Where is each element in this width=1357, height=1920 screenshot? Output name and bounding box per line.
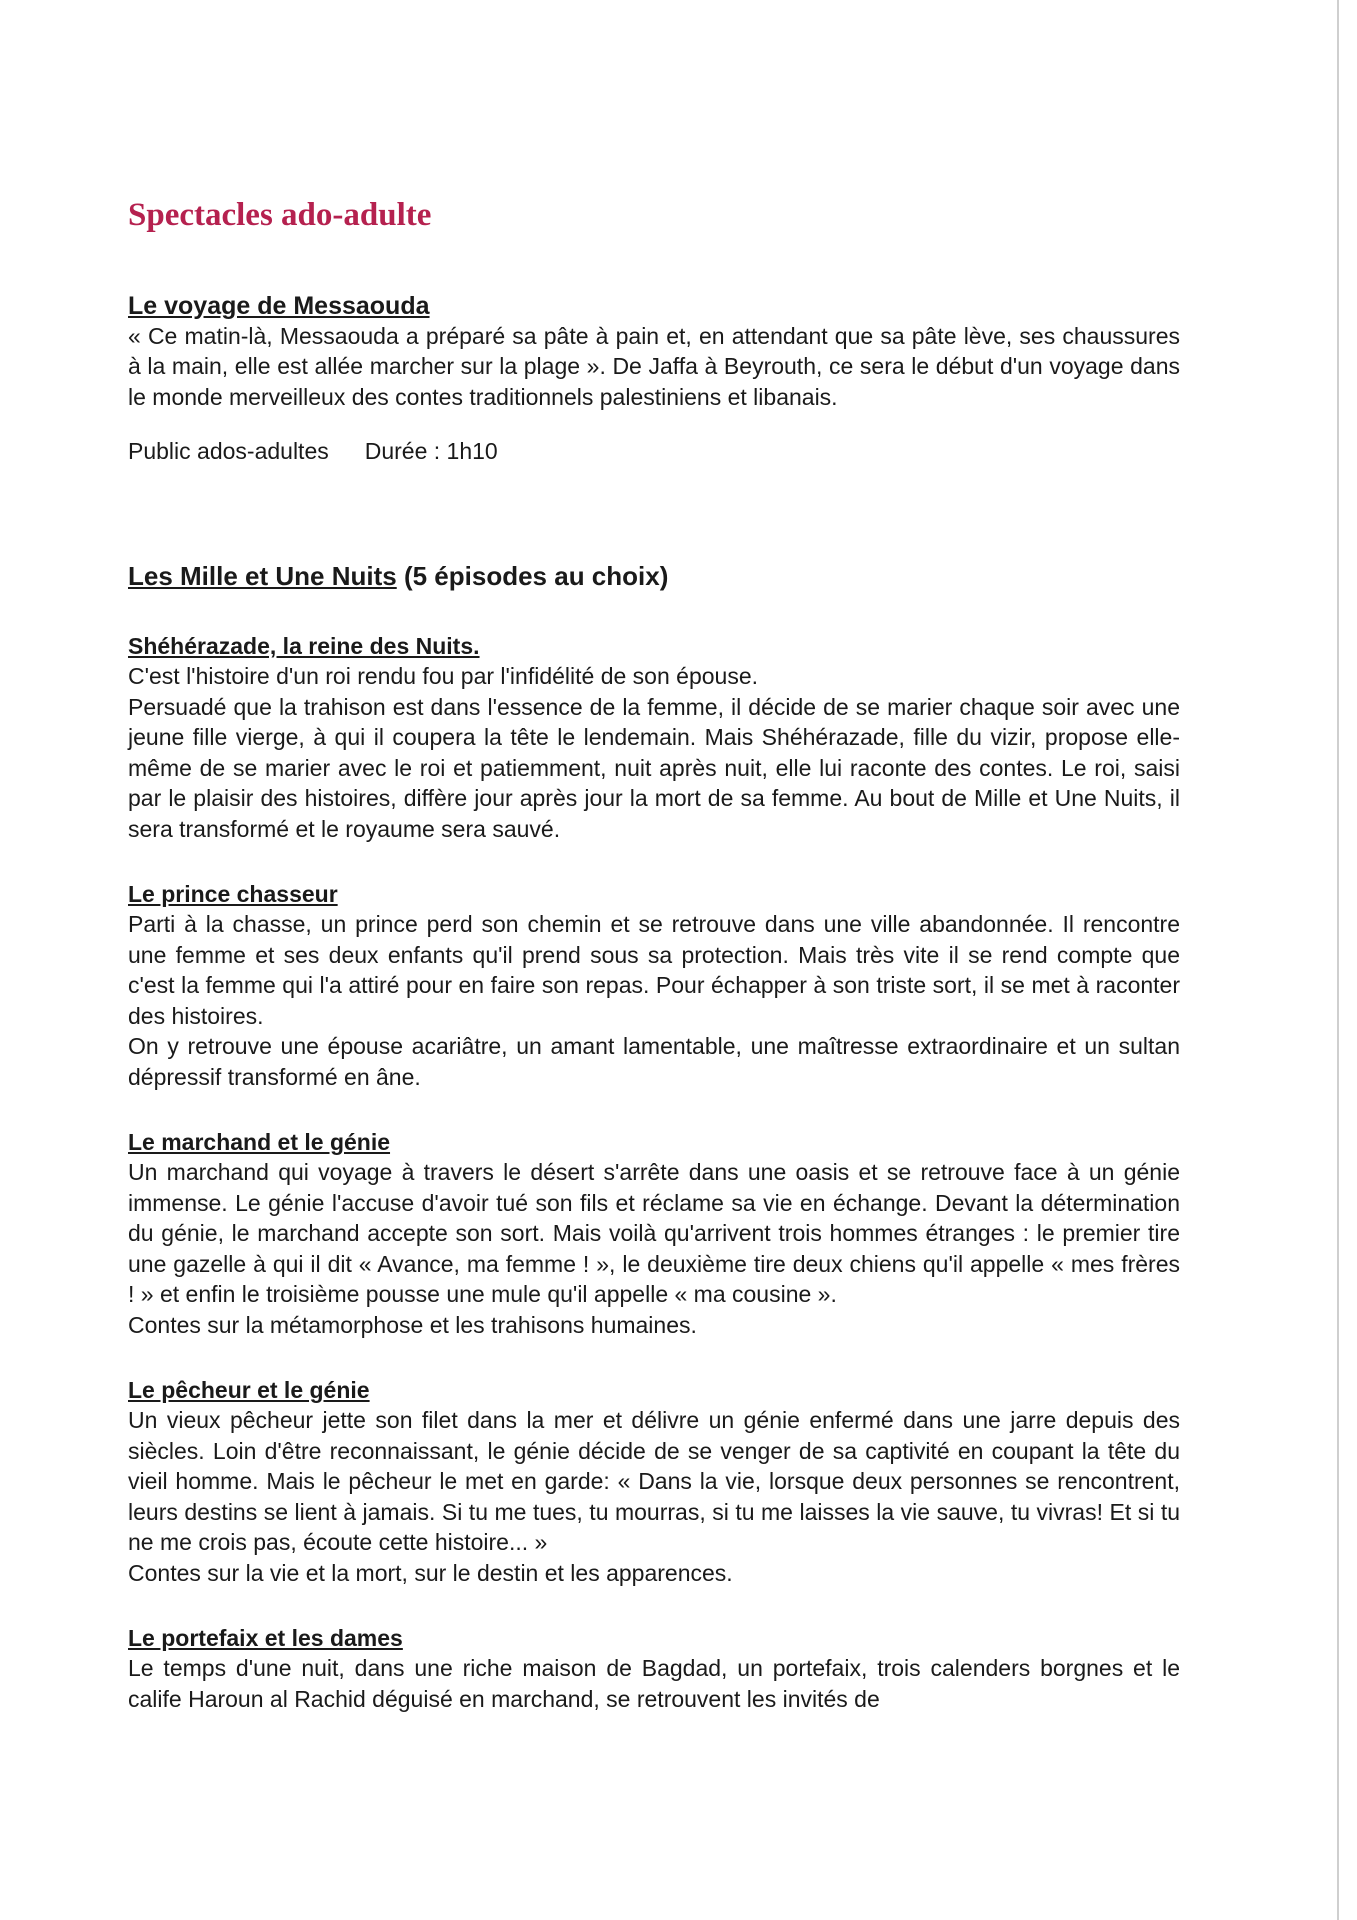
episode-text: On y retrouve une épouse acariâtre, un amant lamentable, une maîtresse extraordinaire et un sultan dépressif transformé en âne.	[128, 1033, 1180, 1090]
episode-prince-chasseur	[128, 880, 1180, 1092]
episode-marchand-genie	[128, 1128, 1180, 1340]
document-content	[128, 196, 1180, 1750]
episode-title: Le prince chasseur	[128, 881, 338, 908]
series-subtitle: (5 épisodes au choix)	[403, 561, 669, 592]
show-title-text: Le voyage de Messaouda	[128, 291, 430, 320]
episode-title: Le pêcheur et le génie	[128, 1377, 370, 1404]
series-mille-et-une-nuits	[128, 561, 1180, 1714]
series-title-text: Les Mille et Une Nuits	[128, 561, 397, 592]
episode-text: Un marchand qui voyage à travers le désert s'arrête dans une oasis et se retrouve face à un génie immense. Le génie l'accuse d'avoir tué son fils et réclame sa vie en échange. Devant la détermination du génie, le marchand accepte son sort. Mais voilà qu'arrivent trois hommes étranges : le premier tire une gazelle à qui il dit « Avance, ma femme ! », le deuxième tire deux chiens qu'il appelle « mes frères ! » et enfin le troisième pousse une mule qu'il appelle « ma cousine ».	[128, 1159, 1180, 1308]
episode-text: Contes sur la vie et la mort, sur le destin et les apparences.	[128, 1559, 733, 1586]
page-edge	[1337, 0, 1339, 1920]
episode-text: Un vieux pêcheur jette son filet dans la mer et délivre un génie enfermé dans une jarre depuis des siècles. Loin d'être reconnaissant, le génie décide de se venger de sa captivité en coupant la tête du vieil homme. Mais le pêcheur le met en garde: « Dans la vie, lorsque deux personnes se rencontrent, leurs destins se lient à jamais. Si tu me tues, tu mourras, si tu me laisses la vie sauve, tu vivras! Et si tu ne me crois pas, écoute cette histoire... »	[128, 1407, 1180, 1556]
episode-sheherazade	[128, 632, 1180, 844]
episode-title: Le marchand et le génie	[128, 1129, 391, 1156]
show-messaouda	[128, 291, 1180, 466]
episode-text: Contes sur la métamorphose et les trahisons humaines.	[128, 1311, 697, 1338]
episode-portefaix-dames	[128, 1624, 1180, 1714]
episode-title: Le portefaix et les dames	[128, 1625, 403, 1652]
episode-text: Le temps d'une nuit, dans une riche maison de Bagdad, un portefaix, trois calenders borgnes et le calife Haroun al Rachid déguisé en marchand, se retrouvent les invités de	[128, 1655, 1180, 1712]
show-meta	[128, 438, 1180, 465]
episode-text: C'est l'histoire d'un roi rendu fou par l'infidélité de son épouse.	[128, 663, 758, 690]
episode-text: Persuadé que la trahison est dans l'essence de la femme, il décide de se marier chaque soir avec une jeune fille vierge, à qui il coupera la tête le lendemain. Mais Shéhérazade, fille du vizir, propose elle-même de se marier avec le roi et patiemment, nuit après nuit, elle lui raconte des contes. Le roi, saisi par le plaisir des histoires, diffère jour après jour la mort de sa femme. Au bout de Mille et Une Nuits, il sera transformé et le royaume sera sauvé.	[128, 693, 1180, 842]
audience-label: Public ados-adultes	[128, 438, 329, 465]
duration-label: Durée : 1h10	[364, 438, 498, 465]
episode-pecheur-genie	[128, 1376, 1180, 1588]
show-title	[128, 291, 1180, 321]
page-title: Spectacles ado-adulte	[128, 197, 432, 233]
episode-text: Parti à la chasse, un prince perd son chemin et se retrouve dans une ville abandonnée. Il rencontre une femme et ses deux enfants qu'il prend sous sa protection. Mais très vite il se rend compte que c'est la femme qui l'a attiré pour en faire son repas. Pour échapper à son triste sort, il se met à raconter des histoires.	[128, 911, 1180, 1029]
show-description: « Ce matin-là, Messaouda a préparé sa pâte à pain et, en attendant que sa pâte lève, ses chaussures à la main, elle est allée marcher sur la plage ». De Jaffa à Beyrouth, ce sera le début d'un voyage dans le monde merveilleux des contes traditionnels palestiniens et libanais.	[128, 322, 1180, 410]
episode-title: Shéhérazade, la reine des Nuits.	[128, 633, 480, 660]
series-title	[128, 561, 1180, 592]
